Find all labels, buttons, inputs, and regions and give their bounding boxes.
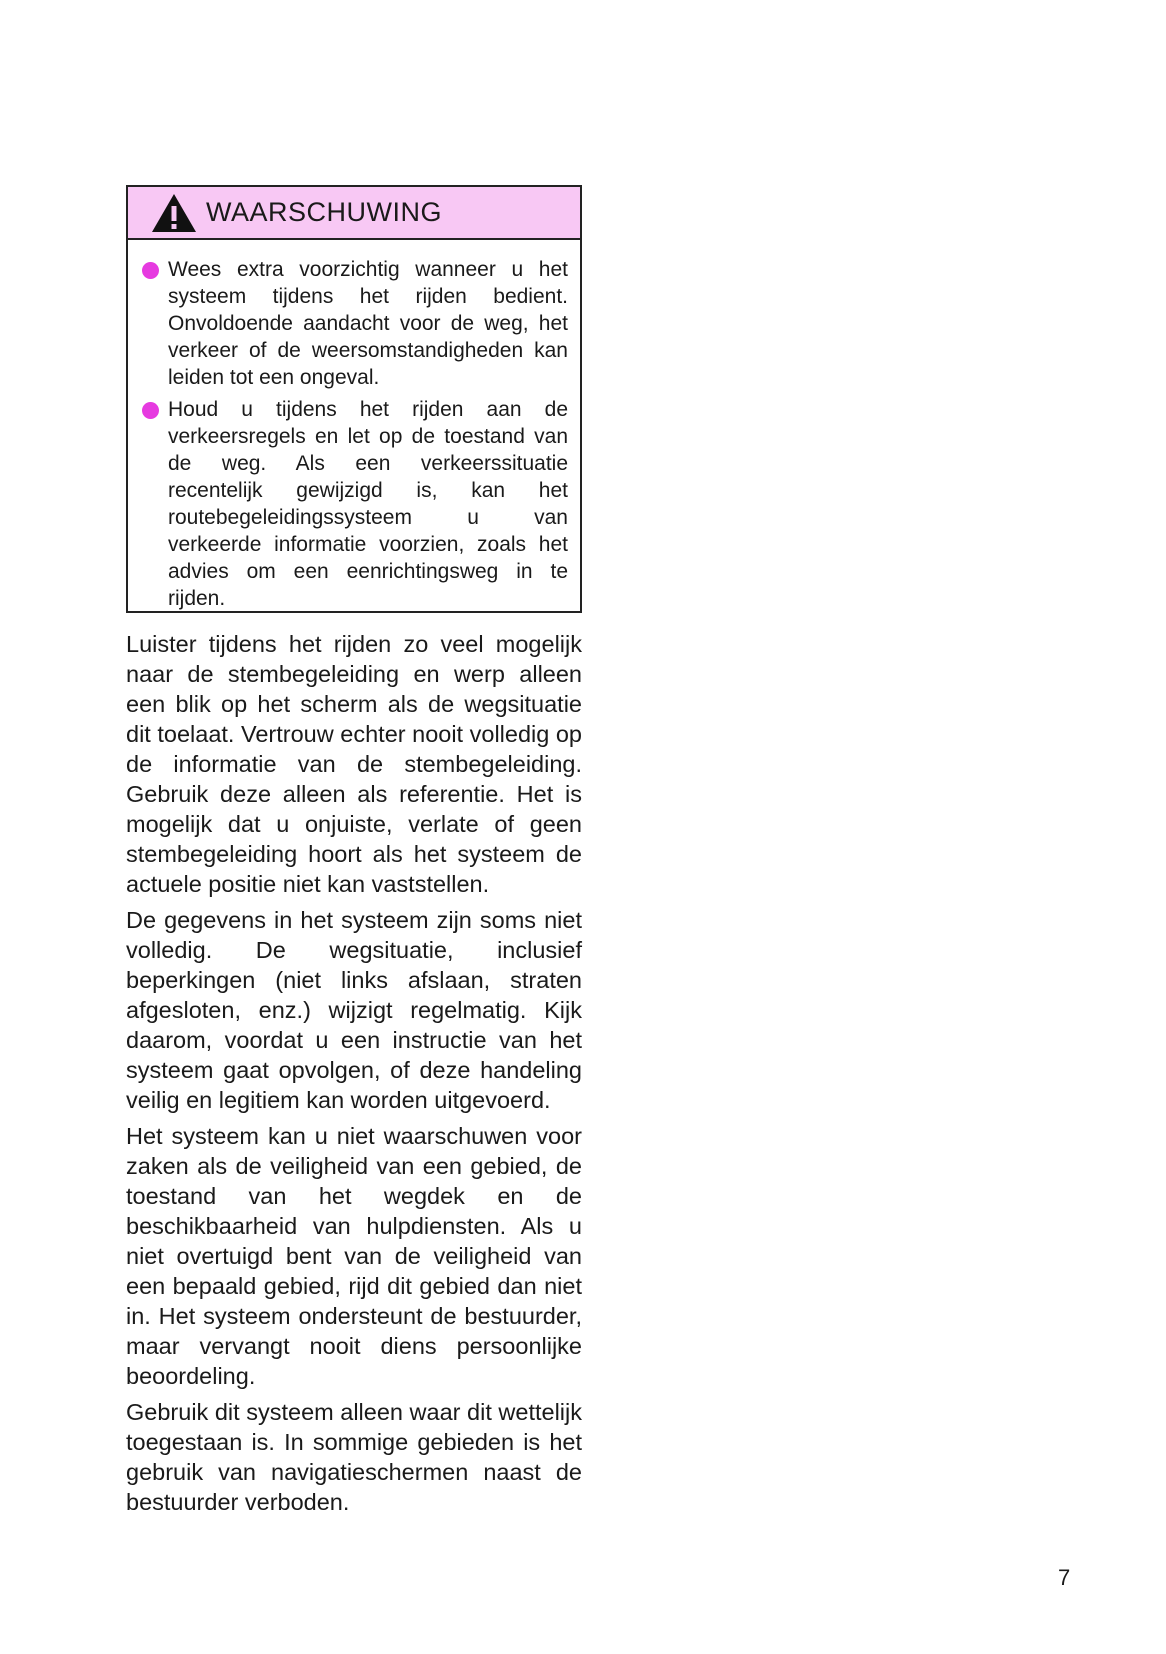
paragraph: Het systeem kan u niet waarschuwen voor zaken als de veiligheid van een gebied, de toestand van het wegdek en de beschikbaarheid van hulpdiensten. Als u niet overtuigd bent van de veiligheid van een bepaald gebied, rijd dit gebied dan niet in. Het systeem ondersteunt de bestuurder, maar vervangt nooit diens persoonlijke beoordeling. — [126, 1123, 582, 1389]
paragraph: Luister tijdens het rijden zo veel mogelijk naar de stembegeleiding en werp alleen een blik op het scherm als de wegsituatie dit toelaat. Vertrouw echter nooit volledig op de informatie van de stembegeleiding. Gebruik deze alleen als referentie. Het is mogelijk dat u onjuiste, verlate of geen stembegeleiding hoort als het systeem de actuele positie niet kan vaststellen. — [126, 631, 582, 897]
body-text — [126, 629, 582, 1523]
warning-item-text: Wees extra voorzichtig wanneer u het systeem tijdens het rijden bedient. Onvoldoende aandacht voor de weg, het verkeer of de weersomstandigheden kan leiden tot een ongeval. — [168, 258, 568, 389]
warning-item-text: Houd u tijdens het rijden aan de verkeersregels en let op de toestand van de weg. Als een verkeerssituatie recentelijk gewijzigd is, kan het routebegeleidingssysteem u van verkeerde informatie voorzien, zoals het advies om een eenrichtingsweg in te rijden. — [168, 398, 568, 610]
warning-title: WAARSCHUWING — [206, 197, 442, 227]
bullet-icon — [142, 402, 159, 419]
warning-list — [128, 240, 580, 612]
paragraph: Gebruik dit systeem alleen waar dit wettelijk toegestaan is. In sommige gebieden is het gebruik van navigatieschermen naast de bestuurder verboden. — [126, 1399, 582, 1515]
warning-triangle-icon — [150, 192, 198, 234]
warning-box — [126, 185, 582, 613]
page-number: 7 — [1058, 1565, 1071, 1590]
bullet-icon — [142, 262, 159, 279]
warning-header — [128, 187, 580, 240]
warning-item — [138, 396, 568, 612]
warning-item — [138, 256, 568, 391]
paragraph: De gegevens in het systeem zijn soms niet volledig. De wegsituatie, inclusief beperkingen (niet links afslaan, straten afgesloten, enz.) wijzigt regelmatig. Kijk daarom, voordat u een instructie van het systeem gaat opvolgen, of deze handeling veilig en legitiem kan worden uitgevoerd. — [126, 907, 582, 1113]
